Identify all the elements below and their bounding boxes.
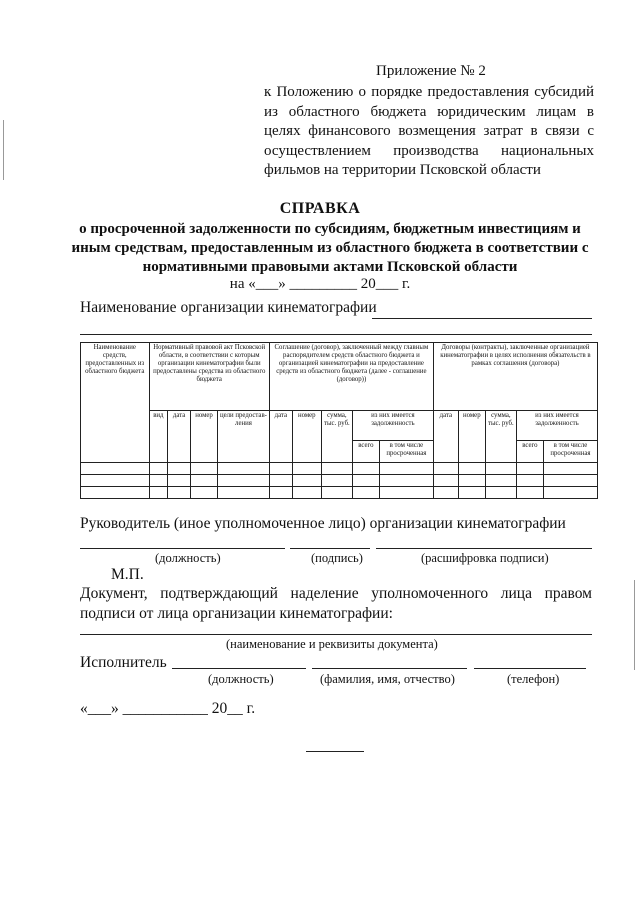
bottom-date: «___» ___________ 20__ г. (80, 700, 256, 717)
subheader-contract-date: дата (433, 411, 458, 463)
subheader-agreement-date: дата (269, 411, 292, 463)
executor-label: Исполнитель (80, 654, 167, 671)
subheader-contract-overdue: в том числе просроченная (543, 441, 597, 463)
header-agreement: Соглашение (договор), заключенный между главным распорядителем средств областного бюджета и организацией кинематографии на предоставление средств из областного бюджета (далее - соглашение (договор)) (269, 343, 433, 411)
subheader-type: вид (149, 411, 168, 463)
stamp-label: М.П. (111, 566, 144, 583)
table-row (81, 463, 598, 475)
head-label: Руководитель (иное уполномоченное лицо) организации кинематографии (80, 515, 566, 532)
subheader-agreement-overdue: в том числе просроченная (379, 441, 433, 463)
header-legal-act: Нормативный правовой акт Псковской области, в соответствии с которым организации кинематографии были предоставлены средства из областного бюджета (149, 343, 269, 411)
subheader-contract-sum: сумма, тыс. руб. (485, 411, 516, 463)
document-line[interactable] (80, 634, 592, 635)
scan-edge (3, 120, 4, 180)
organization-label: Наименование организации кинематографии (80, 299, 377, 316)
executor-position-caption: (должность) (208, 672, 274, 686)
subheader-agreement-debt: из них имеется задолженность (352, 411, 433, 441)
appendix-title: Приложение № 2 (376, 63, 486, 79)
certificate-title: СПРАВКА (279, 200, 361, 217)
subheader-agreement-sum: сумма, тыс. руб. (321, 411, 352, 463)
signature-line[interactable] (290, 548, 370, 549)
position-caption: (должность) (155, 551, 221, 565)
signature-caption: (подпись) (311, 551, 363, 565)
table-row (81, 487, 598, 499)
document-caption: (наименование и реквизиты документа) (226, 637, 438, 651)
header-contracts: Договоры (контракты), заключенные организацией кинематографии в целях исполнения обязательств в рамках соглашения (договора) (433, 343, 597, 411)
subheader-purpose: цели предостав-ления (218, 411, 270, 463)
subheader-agreement-total: всего (352, 441, 379, 463)
certificate-date-line: на «___» _________ 20___ г. (229, 276, 411, 292)
decoding-caption: (расшифровка подписи) (421, 551, 549, 565)
subheader-contract-debt: из них имеется задолженность (516, 411, 597, 441)
position-line[interactable] (80, 548, 285, 549)
decoding-line[interactable] (376, 548, 592, 549)
organization-fill-line[interactable] (372, 318, 592, 319)
debt-table (80, 342, 598, 499)
table-row (81, 475, 598, 487)
executor-name-line[interactable] (312, 668, 467, 669)
subheader-contract-number: номер (458, 411, 485, 463)
document-text: Документ, подтверждающий наделение уполномоченного лица правом подписи от лица организации кинематографии: (80, 585, 592, 622)
appendix-text: к Положению о порядке предоставления субсидий из областного бюджета юридическим лицам в целях финансового возмещения затрат в связи с осуществлением производства национальных фильмов на территории Псковской области (264, 84, 594, 178)
organization-fill-line-2[interactable] (80, 334, 592, 335)
subheader-agreement-number: номер (292, 411, 321, 463)
subheader-number: номер (191, 411, 218, 463)
scan-edge (634, 580, 635, 670)
executor-phone-caption: (телефон) (507, 672, 560, 686)
subheader-date: дата (168, 411, 191, 463)
executor-position-line[interactable] (172, 668, 306, 669)
closing-rule (306, 751, 364, 752)
executor-name-caption: (фамилия, имя, отчество) (320, 672, 455, 686)
subheader-contract-total: всего (516, 441, 543, 463)
certificate-subtitle: о просроченной задолженности по субсидиям, бюджетным инвестициям и иным средствам, предоставленным из областного бюджета в соответствии с нормативными правовыми актами Псковской области (71, 221, 589, 275)
header-funds-name: Наименование средств, предоставленных из областного бюджета (81, 343, 150, 463)
executor-phone-line[interactable] (474, 668, 586, 669)
